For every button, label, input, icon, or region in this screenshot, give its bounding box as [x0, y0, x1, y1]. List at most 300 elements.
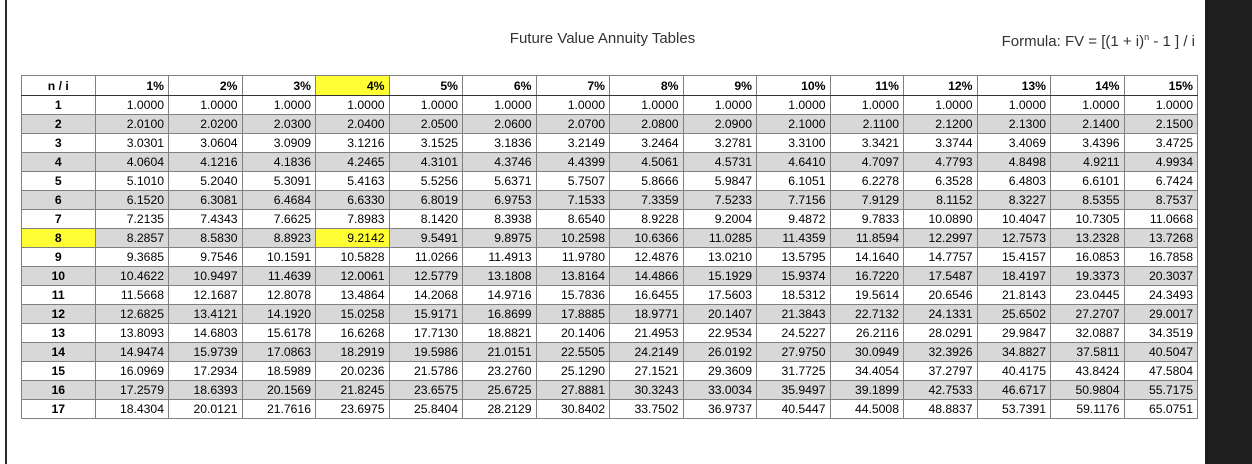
table-cell: 2.0400: [316, 115, 390, 134]
table-cell: 15.9171: [389, 305, 463, 324]
table-cell: 3.4396: [1051, 134, 1125, 153]
table-cell: 22.7132: [830, 305, 904, 324]
table-cell: 13.7268: [1124, 229, 1198, 248]
table-cell: 33.0034: [683, 381, 757, 400]
table-title: Future Value Annuity Tables: [509, 30, 696, 47]
table-row: [22, 362, 1198, 381]
table-cell: 32.0887: [1051, 324, 1125, 343]
table-cell: 4.6410: [757, 153, 831, 172]
table-row: [22, 134, 1198, 153]
table-cell: 24.2149: [610, 343, 684, 362]
column-header: 9%: [683, 76, 757, 96]
table-cell: 59.1176: [1051, 400, 1125, 419]
table-cell: 19.5614: [830, 286, 904, 305]
table-row: [22, 229, 1198, 248]
row-header: 4: [22, 153, 96, 172]
table-cell: 10.6366: [610, 229, 684, 248]
table-cell: 6.1520: [95, 191, 169, 210]
table-cell: 21.5786: [389, 362, 463, 381]
row-header: 9: [22, 248, 96, 267]
table-cell: 9.3685: [95, 248, 169, 267]
table-cell: 17.8885: [536, 305, 610, 324]
table-cell: 20.0236: [316, 362, 390, 381]
table-cell: 2.0500: [389, 115, 463, 134]
table-cell: 8.1420: [389, 210, 463, 229]
table-cell: 10.2598: [536, 229, 610, 248]
column-header: 12%: [904, 76, 978, 96]
table-cell: 18.5312: [757, 286, 831, 305]
table-cell: 9.2004: [683, 210, 757, 229]
table-cell: 11.0668: [1124, 210, 1198, 229]
column-header: 11%: [830, 76, 904, 96]
table-cell: 4.5061: [610, 153, 684, 172]
table-cell: 3.4725: [1124, 134, 1198, 153]
table-cell: 20.1569: [242, 381, 316, 400]
table-cell: 3.4069: [977, 134, 1051, 153]
table-cell: 35.9497: [757, 381, 831, 400]
table-cell: 29.0017: [1124, 305, 1198, 324]
table-cell: 5.7507: [536, 172, 610, 191]
table-cell: 18.4197: [977, 267, 1051, 286]
table-cell: 8.3938: [463, 210, 537, 229]
table-cell: 53.7391: [977, 400, 1051, 419]
table-cell: 24.1331: [904, 305, 978, 324]
table-cell: 14.9716: [463, 286, 537, 305]
table-cell: 14.4866: [610, 267, 684, 286]
formula-exponent: n: [1144, 32, 1150, 42]
row-header: 11: [22, 286, 96, 305]
row-header: 16: [22, 381, 96, 400]
table-cell: 1.0000: [463, 96, 537, 115]
table-cell: 32.3926: [904, 343, 978, 362]
table-cell: 8.2857: [95, 229, 169, 248]
table-cell: 18.4304: [95, 400, 169, 419]
table-cell: 4.9211: [1051, 153, 1125, 172]
table-cell: 46.6717: [977, 381, 1051, 400]
table-cell: 18.8821: [463, 324, 537, 343]
table-cell: 16.0969: [95, 362, 169, 381]
table-cell: 1.0000: [977, 96, 1051, 115]
table-cell: 27.8881: [536, 381, 610, 400]
table-cell: 11.5668: [95, 286, 169, 305]
table-cell: 17.2579: [95, 381, 169, 400]
table-cell: 1.0000: [683, 96, 757, 115]
table-cell: 26.0192: [683, 343, 757, 362]
table-cell: 19.5986: [389, 343, 463, 362]
table-cell: 5.3091: [242, 172, 316, 191]
table-cell: 7.2135: [95, 210, 169, 229]
table-row: [22, 210, 1198, 229]
table-cell: 4.7793: [904, 153, 978, 172]
table-cell: 1.0000: [1124, 96, 1198, 115]
table-cell: 3.1836: [463, 134, 537, 153]
table-cell: 14.7757: [904, 248, 978, 267]
table-cell: 2.0900: [683, 115, 757, 134]
table-cell: 40.5047: [1124, 343, 1198, 362]
formula-text: [1002, 32, 1195, 50]
table-cell: 6.6330: [316, 191, 390, 210]
table-cell: 28.0291: [904, 324, 978, 343]
table-cell: 16.8699: [463, 305, 537, 324]
table-cell: 13.0210: [683, 248, 757, 267]
table-cell: 34.8827: [977, 343, 1051, 362]
table-cell: 18.9771: [610, 305, 684, 324]
table-cell: 1.0000: [389, 96, 463, 115]
table-cell: 11.0266: [389, 248, 463, 267]
table-cell: 23.2760: [463, 362, 537, 381]
table-cell: 12.2997: [904, 229, 978, 248]
table-cell: 1.0000: [169, 96, 243, 115]
table-row: [22, 267, 1198, 286]
table-cell: 16.6268: [316, 324, 390, 343]
table-cell: 9.7546: [169, 248, 243, 267]
table-cell: 43.8424: [1051, 362, 1125, 381]
table-cell: 1.0000: [316, 96, 390, 115]
table-cell: 8.5355: [1051, 191, 1125, 210]
table-cell: 4.3101: [389, 153, 463, 172]
table-cell: 4.1216: [169, 153, 243, 172]
table-row: [22, 381, 1198, 400]
table-cell: 39.1899: [830, 381, 904, 400]
row-header: 12: [22, 305, 96, 324]
table-cell: 9.2142: [316, 229, 390, 248]
table-cell: 30.0949: [830, 343, 904, 362]
table-cell: 5.8666: [610, 172, 684, 191]
table-cell: 4.5731: [683, 153, 757, 172]
row-header: 7: [22, 210, 96, 229]
row-header: 14: [22, 343, 96, 362]
table-cell: 10.4047: [977, 210, 1051, 229]
formula-prefix: Formula: FV = [(1 + i): [1001, 33, 1145, 50]
table-cell: 2.0300: [242, 115, 316, 134]
corner-header: n / i: [22, 76, 96, 96]
table-cell: 2.1200: [904, 115, 978, 134]
table-cell: 1.0000: [95, 96, 169, 115]
table-cell: 11.8594: [830, 229, 904, 248]
table-cell: 4.8498: [977, 153, 1051, 172]
table-cell: 15.0258: [316, 305, 390, 324]
table-cell: 6.3528: [904, 172, 978, 191]
table-cell: 4.9934: [1124, 153, 1198, 172]
table-cell: 20.0121: [169, 400, 243, 419]
table-cell: 12.5779: [389, 267, 463, 286]
table-row: [22, 172, 1198, 191]
table-cell: 40.5447: [757, 400, 831, 419]
table-cell: 17.5487: [904, 267, 978, 286]
table-cell: 13.2328: [1051, 229, 1125, 248]
row-header: 10: [22, 267, 96, 286]
table-cell: 27.1521: [610, 362, 684, 381]
table-cell: 13.5795: [757, 248, 831, 267]
table-cell: 40.4175: [977, 362, 1051, 381]
table-cell: 23.0445: [1051, 286, 1125, 305]
row-header: 6: [22, 191, 96, 210]
table-cell: 19.3373: [1051, 267, 1125, 286]
table-cell: 12.7573: [977, 229, 1051, 248]
table-row: [22, 248, 1198, 267]
table-cell: 4.1836: [242, 153, 316, 172]
table-cell: 13.8164: [536, 267, 610, 286]
table-cell: 4.4399: [536, 153, 610, 172]
table-cell: 65.0751: [1124, 400, 1198, 419]
table-cell: 8.5830: [169, 229, 243, 248]
table-cell: 9.5491: [389, 229, 463, 248]
table-cell: 14.2068: [389, 286, 463, 305]
table-cell: 31.7725: [757, 362, 831, 381]
annuity-table: [21, 75, 1198, 419]
table-cell: 1.0000: [830, 96, 904, 115]
table-cell: 13.4864: [316, 286, 390, 305]
column-header: 15%: [1124, 76, 1198, 96]
table-cell: 2.1400: [1051, 115, 1125, 134]
table-cell: 1.0000: [904, 96, 978, 115]
table-cell: 14.1640: [830, 248, 904, 267]
table-cell: 33.7502: [610, 400, 684, 419]
table-cell: 3.2149: [536, 134, 610, 153]
table-cell: 8.9228: [610, 210, 684, 229]
table-cell: 16.0853: [1051, 248, 1125, 267]
table-cell: 15.9374: [757, 267, 831, 286]
column-header: 8%: [610, 76, 684, 96]
table-cell: 18.5989: [242, 362, 316, 381]
table-cell: 2.1000: [757, 115, 831, 134]
table-cell: 47.5804: [1124, 362, 1198, 381]
table-cell: 9.4872: [757, 210, 831, 229]
table-cell: 6.4684: [242, 191, 316, 210]
table-cell: 30.3243: [610, 381, 684, 400]
table-cell: 15.4157: [977, 248, 1051, 267]
table-cell: 18.2919: [316, 343, 390, 362]
column-header: 10%: [757, 76, 831, 96]
column-header: 7%: [536, 76, 610, 96]
table-cell: 20.3037: [1124, 267, 1198, 286]
table-row: [22, 153, 1198, 172]
table-cell: 25.1290: [536, 362, 610, 381]
table-cell: 10.1591: [242, 248, 316, 267]
table-cell: 26.2116: [830, 324, 904, 343]
table-cell: 3.2781: [683, 134, 757, 153]
table-cell: 10.5828: [316, 248, 390, 267]
table-cell: 8.8923: [242, 229, 316, 248]
row-header: 17: [22, 400, 96, 419]
column-header: 5%: [389, 76, 463, 96]
table-cell: 44.5008: [830, 400, 904, 419]
table-cell: 6.3081: [169, 191, 243, 210]
row-header: 13: [22, 324, 96, 343]
table-row: [22, 400, 1198, 419]
table-cell: 3.1525: [389, 134, 463, 153]
table-cell: 17.0863: [242, 343, 316, 362]
table-cell: 12.8078: [242, 286, 316, 305]
table-cell: 2.1300: [977, 115, 1051, 134]
table-cell: 30.8402: [536, 400, 610, 419]
table-cell: 4.2465: [316, 153, 390, 172]
table-cell: 25.6502: [977, 305, 1051, 324]
table-cell: 11.4359: [757, 229, 831, 248]
table-cell: 3.3100: [757, 134, 831, 153]
table-cell: 25.8404: [389, 400, 463, 419]
table-cell: 13.1808: [463, 267, 537, 286]
table-cell: 17.5603: [683, 286, 757, 305]
table-cell: 8.7537: [1124, 191, 1198, 210]
table-cell: 6.4803: [977, 172, 1051, 191]
table-cell: 10.4622: [95, 267, 169, 286]
table-body: [22, 96, 1198, 419]
table-cell: 55.7175: [1124, 381, 1198, 400]
table-cell: 37.2797: [904, 362, 978, 381]
row-header: 1: [22, 96, 96, 115]
table-cell: 13.8093: [95, 324, 169, 343]
table-cell: 2.0700: [536, 115, 610, 134]
dark-margin: [1205, 0, 1252, 464]
table-row: [22, 343, 1198, 362]
table-cell: 6.2278: [830, 172, 904, 191]
table-cell: 2.0100: [95, 115, 169, 134]
table-cell: 1.0000: [757, 96, 831, 115]
table-cell: 29.9847: [977, 324, 1051, 343]
table-cell: 2.1500: [1124, 115, 1198, 134]
table-cell: 9.7833: [830, 210, 904, 229]
table-cell: 5.1010: [95, 172, 169, 191]
table-cell: 12.1687: [169, 286, 243, 305]
table-cell: 15.9739: [169, 343, 243, 362]
column-header: 14%: [1051, 76, 1125, 96]
table-cell: 48.8837: [904, 400, 978, 419]
table-cell: 7.7156: [757, 191, 831, 210]
table-cell: 11.4639: [242, 267, 316, 286]
column-header: 2%: [169, 76, 243, 96]
table-cell: 2.0600: [463, 115, 537, 134]
table-cell: 21.8245: [316, 381, 390, 400]
table-cell: 42.7533: [904, 381, 978, 400]
table-cell: 4.7097: [830, 153, 904, 172]
table-cell: 6.1051: [757, 172, 831, 191]
table-cell: 21.0151: [463, 343, 537, 362]
table-cell: 7.8983: [316, 210, 390, 229]
table-cell: 50.9804: [1051, 381, 1125, 400]
table-cell: 3.2464: [610, 134, 684, 153]
table-cell: 1.0000: [1051, 96, 1125, 115]
table-cell: 7.1533: [536, 191, 610, 210]
table-cell: 1.0000: [242, 96, 316, 115]
table-cell: 24.3493: [1124, 286, 1198, 305]
table-cell: 8.1152: [904, 191, 978, 210]
table-cell: 3.3421: [830, 134, 904, 153]
row-header: 15: [22, 362, 96, 381]
table-cell: 5.5256: [389, 172, 463, 191]
row-header: 3: [22, 134, 96, 153]
table-cell: 16.6455: [610, 286, 684, 305]
table-cell: 27.9750: [757, 343, 831, 362]
table-row: [22, 324, 1198, 343]
table-cell: 20.1406: [536, 324, 610, 343]
table-cell: 12.6825: [95, 305, 169, 324]
table-cell: 10.7305: [1051, 210, 1125, 229]
table-cell: 6.7424: [1124, 172, 1198, 191]
header-row: [22, 76, 1198, 96]
table-cell: 7.4343: [169, 210, 243, 229]
table-cell: 34.4054: [830, 362, 904, 381]
table-cell: 22.5505: [536, 343, 610, 362]
column-header: 3%: [242, 76, 316, 96]
column-header: 4%: [316, 76, 390, 96]
table-cell: 4.3746: [463, 153, 537, 172]
table-cell: 15.6178: [242, 324, 316, 343]
table-cell: 21.8143: [977, 286, 1051, 305]
table-cell: 1.0000: [610, 96, 684, 115]
row-header: 5: [22, 172, 96, 191]
table-row: [22, 115, 1198, 134]
table-cell: 8.6540: [536, 210, 610, 229]
table-cell: 9.8975: [463, 229, 537, 248]
table-cell: 22.9534: [683, 324, 757, 343]
table-cell: 3.0604: [169, 134, 243, 153]
table-cell: 10.0890: [904, 210, 978, 229]
table-cell: 11.9780: [536, 248, 610, 267]
table-cell: 7.9129: [830, 191, 904, 210]
table-cell: 18.6393: [169, 381, 243, 400]
table-cell: 16.7858: [1124, 248, 1198, 267]
table-cell: 8.3227: [977, 191, 1051, 210]
table-cell: 20.1407: [683, 305, 757, 324]
table-cell: 28.2129: [463, 400, 537, 419]
table-cell: 6.6101: [1051, 172, 1125, 191]
table-cell: 1.0000: [536, 96, 610, 115]
table-cell: 14.6803: [169, 324, 243, 343]
formula-suffix: - 1 ] / i: [1149, 33, 1195, 50]
column-header: 13%: [977, 76, 1051, 96]
table-cell: 21.4953: [610, 324, 684, 343]
table-cell: 15.1929: [683, 267, 757, 286]
table-cell: 21.3843: [757, 305, 831, 324]
table-row: [22, 96, 1198, 115]
column-header: 1%: [95, 76, 169, 96]
table-row: [22, 305, 1198, 324]
row-header: 8: [22, 229, 96, 248]
table-cell: 17.7130: [389, 324, 463, 343]
table-cell: 3.3744: [904, 134, 978, 153]
table-cell: 36.9737: [683, 400, 757, 419]
table-cell: 12.0061: [316, 267, 390, 286]
table-cell: 5.6371: [463, 172, 537, 191]
table-cell: 23.6575: [389, 381, 463, 400]
table-cell: 3.0301: [95, 134, 169, 153]
table-row: [22, 191, 1198, 210]
table-cell: 13.4121: [169, 305, 243, 324]
table-cell: 12.4876: [610, 248, 684, 267]
table-cell: 14.9474: [95, 343, 169, 362]
table-cell: 15.7836: [536, 286, 610, 305]
table-cell: 10.9497: [169, 267, 243, 286]
table-cell: 5.9847: [683, 172, 757, 191]
table-cell: 5.2040: [169, 172, 243, 191]
table-cell: 6.8019: [389, 191, 463, 210]
row-header: 2: [22, 115, 96, 134]
table-cell: 2.0200: [169, 115, 243, 134]
table-cell: 3.0909: [242, 134, 316, 153]
table-cell: 20.6546: [904, 286, 978, 305]
table-cell: 24.5227: [757, 324, 831, 343]
table-cell: 3.1216: [316, 134, 390, 153]
table-cell: 4.0604: [95, 153, 169, 172]
table-cell: 25.6725: [463, 381, 537, 400]
table-cell: 21.7616: [242, 400, 316, 419]
table-cell: 5.4163: [316, 172, 390, 191]
table-cell: 23.6975: [316, 400, 390, 419]
table-cell: 7.5233: [683, 191, 757, 210]
table-cell: 29.3609: [683, 362, 757, 381]
table-cell: 2.0800: [610, 115, 684, 134]
